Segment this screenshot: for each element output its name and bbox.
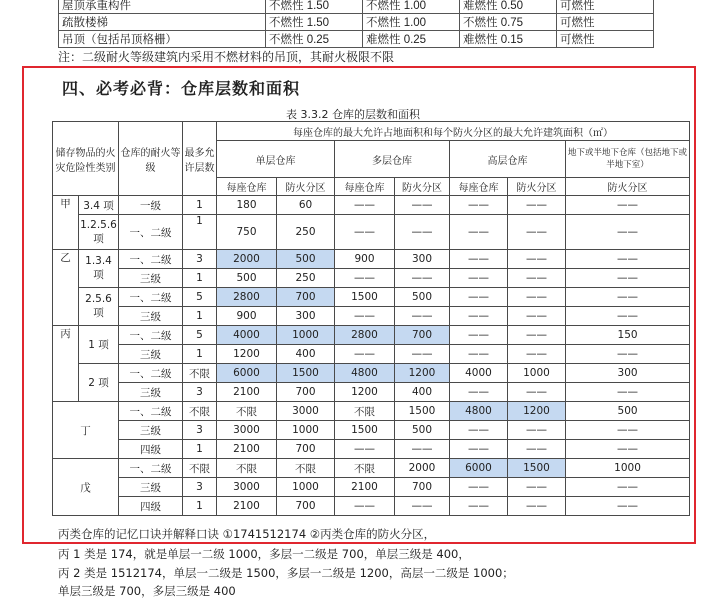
table-cell: —— [450, 269, 508, 288]
table-caption: 表 3.3.2 仓库的层数和面积 [286, 108, 420, 121]
table-cell: 三级 [119, 307, 183, 326]
table-row [53, 421, 690, 440]
table-cell: 一、二级 [119, 215, 183, 250]
table-cell: 不限 [183, 402, 217, 421]
table-cell: 150 [566, 326, 690, 345]
table-cell: 3 [183, 478, 217, 497]
table-cell: 三级 [119, 421, 183, 440]
table-cell: 5 [183, 326, 217, 345]
header-fire-zone: 防火分区 [566, 178, 690, 196]
table-cell: 2000 [217, 250, 277, 269]
table-cell: —— [508, 196, 566, 215]
header-floors: 最多允许层数 [183, 122, 217, 196]
table-cell: 可燃性 [557, 31, 654, 48]
header-fire-zone: 防火分区 [395, 178, 450, 196]
table-cell: 1 [183, 215, 217, 250]
table-cell: 不燃性 1.50 [266, 14, 363, 31]
table-cell: 2100 [217, 383, 277, 402]
table-cell: —— [450, 307, 508, 326]
table-cell: 1 [183, 196, 217, 215]
table-cell: —— [395, 196, 450, 215]
table-cell: 300 [277, 307, 335, 326]
table-cell: 一级 [119, 196, 183, 215]
table-note: 注：二级耐火等级建筑内采用不燃材料的吊顶，其耐火极限不限 [58, 50, 395, 64]
table-cell: 400 [277, 345, 335, 364]
table-cell: —— [395, 440, 450, 459]
table-row [53, 250, 690, 269]
table-cell: 1 [183, 440, 217, 459]
category-ding: 丁 [53, 402, 119, 459]
table-cell: 500 [566, 402, 690, 421]
table-cell: —— [450, 421, 508, 440]
header-hazard: 储存物品的火灾危险性类别 [53, 122, 119, 196]
table-cell: 300 [566, 364, 690, 383]
table-cell: 700 [277, 383, 335, 402]
table-cell: 一、二级 [119, 459, 183, 478]
table-cell: —— [566, 250, 690, 269]
table-cell: —— [508, 497, 566, 516]
table-row [53, 383, 690, 402]
table-cell: 不限 [217, 459, 277, 478]
table-row [53, 326, 690, 345]
table-cell: 不燃性 0.25 [266, 31, 363, 48]
table-cell: 1200 [217, 345, 277, 364]
table-cell: 1 [183, 269, 217, 288]
table-cell: —— [508, 250, 566, 269]
table-cell: 3000 [217, 421, 277, 440]
table-cell: 500 [277, 250, 335, 269]
header-multi: 多层仓库 [335, 141, 450, 178]
table-row [53, 215, 690, 250]
table-cell: 1000 [566, 459, 690, 478]
table-cell: 2000 [395, 459, 450, 478]
table-cell: 700 [277, 288, 335, 307]
table-cell: —— [335, 269, 395, 288]
table-cell: —— [566, 383, 690, 402]
table-cell: 3 [183, 421, 217, 440]
table-cell: 1000 [277, 421, 335, 440]
table-cell: 500 [217, 269, 277, 288]
table-cell: —— [335, 440, 395, 459]
table-cell: —— [508, 288, 566, 307]
table-cell: 700 [395, 326, 450, 345]
table-cell: 一、二级 [119, 288, 183, 307]
table-cell: —— [335, 196, 395, 215]
table-row [53, 345, 690, 364]
memo-line-2: 丙 1 类是 174，就是单层一二级 1000，多层一二级是 700，单层三级是 400， [58, 547, 470, 561]
table-cell: 1500 [335, 421, 395, 440]
table-cell: —— [450, 196, 508, 215]
table-cell: 180 [217, 196, 277, 215]
table-cell: 1500 [335, 288, 395, 307]
table-cell: —— [450, 326, 508, 345]
table-cell: —— [508, 215, 566, 250]
memo-line-1: 丙类仓库的记忆口诀并解释口诀 ①1741512174 ②丙类仓库的防火分区， [58, 527, 436, 541]
table-cell: —— [508, 478, 566, 497]
table-cell: 4000 [450, 364, 508, 383]
header-per-building: 每座仓库 [217, 178, 277, 196]
category-bing: 丙 [53, 326, 79, 402]
table-cell: —— [335, 307, 395, 326]
table-cell: —— [566, 307, 690, 326]
table-cell: 5 [183, 288, 217, 307]
table-cell: 1 项 [79, 326, 119, 364]
table-cell: 2100 [217, 440, 277, 459]
table-cell: 吊顶（包括吊顶格栅） [59, 31, 266, 48]
table-cell: —— [450, 440, 508, 459]
table-cell: 700 [277, 497, 335, 516]
table-cell: 1 [183, 497, 217, 516]
table-cell: 不限 [217, 402, 277, 421]
table-cell: 不限 [335, 402, 395, 421]
table-row [59, 0, 654, 14]
table-cell: —— [395, 215, 450, 250]
table-cell: 2100 [217, 497, 277, 516]
header-per-building: 每座仓库 [450, 178, 508, 196]
table-cell: 2800 [217, 288, 277, 307]
table-row [53, 122, 690, 141]
table-cell: 可燃性 [557, 0, 654, 14]
table-cell: 1 [183, 345, 217, 364]
table-cell: —— [450, 383, 508, 402]
table-cell: 4800 [450, 402, 508, 421]
table-row [59, 14, 654, 31]
table-cell: —— [566, 215, 690, 250]
table-cell: —— [566, 288, 690, 307]
table-cell: 1200 [508, 402, 566, 421]
table-cell: 一、二级 [119, 326, 183, 345]
header-underground: 地下或半地下仓库（包括地下或半地下室） [566, 141, 690, 178]
warehouse-area-table [52, 121, 690, 516]
table-cell: —— [450, 288, 508, 307]
table-row [53, 440, 690, 459]
table-cell: —— [395, 307, 450, 326]
table-cell: 6000 [450, 459, 508, 478]
table-cell: —— [508, 326, 566, 345]
table-cell: 1200 [395, 364, 450, 383]
category-wu: 戊 [53, 459, 119, 516]
table-cell: 屋顶承重构件 [59, 0, 266, 14]
table-cell: 3 [183, 250, 217, 269]
fire-resistance-table-fragment [58, 0, 654, 48]
table-cell: 不限 [183, 459, 217, 478]
table-cell: —— [566, 478, 690, 497]
table-row [53, 364, 690, 383]
table-cell: 不燃性 1.00 [363, 0, 460, 14]
table-cell: —— [508, 345, 566, 364]
table-row [53, 459, 690, 478]
table-cell: 不燃性 1.00 [363, 14, 460, 31]
table-cell: 750 [217, 215, 277, 250]
table-row [53, 402, 690, 421]
table-cell: 400 [395, 383, 450, 402]
table-cell: 2.5.6 项 [79, 288, 119, 326]
table-cell: —— [566, 345, 690, 364]
table-cell: —— [395, 269, 450, 288]
table-cell: 500 [395, 288, 450, 307]
memo-line-3: 丙 2 类是 1512174，单层一二级是 1500，多层一二级是 1200，高层一二级是 1000； [58, 566, 514, 580]
table-cell: 3000 [217, 478, 277, 497]
table-cell: 1500 [277, 364, 335, 383]
header-max-area: 每座仓库的最大允许占地面积和每个防火分区的最大允许建筑面积（㎡） [217, 122, 690, 141]
table-cell: —— [450, 250, 508, 269]
table-cell: 三级 [119, 478, 183, 497]
table-cell: 3.4 项 [79, 196, 119, 215]
table-cell: —— [335, 345, 395, 364]
table-cell: 可燃性 [557, 14, 654, 31]
table-cell: 250 [277, 215, 335, 250]
header-single: 单层仓库 [217, 141, 335, 178]
table-cell: —— [508, 440, 566, 459]
table-cell: 疏散楼梯 [59, 14, 266, 31]
header-fire-zone: 防火分区 [508, 178, 566, 196]
table-cell: 1000 [508, 364, 566, 383]
table-cell: —— [508, 307, 566, 326]
table-cell: —— [450, 478, 508, 497]
table-row [53, 478, 690, 497]
table-cell: 60 [277, 196, 335, 215]
table-cell: —— [566, 421, 690, 440]
table-cell: —— [566, 440, 690, 459]
table-cell: —— [566, 196, 690, 215]
table-cell: 1.2.5.6 项 [79, 215, 119, 250]
table-cell: —— [450, 345, 508, 364]
table-cell: 1000 [277, 478, 335, 497]
table-cell: 3 [183, 383, 217, 402]
section-title: 四、必考必背：仓库层数和面积 [62, 79, 301, 98]
table-cell: 300 [395, 250, 450, 269]
table-cell: 三级 [119, 345, 183, 364]
table-cell: —— [566, 497, 690, 516]
table-row [53, 307, 690, 326]
table-row [53, 288, 690, 307]
table-cell: 三级 [119, 269, 183, 288]
table-cell: 700 [395, 478, 450, 497]
table-cell: 不限 [277, 459, 335, 478]
table-cell: 1000 [277, 326, 335, 345]
category-jia: 甲 [53, 196, 79, 250]
table-cell: 难燃性 0.50 [460, 0, 557, 14]
table-row [53, 196, 690, 215]
table-cell: 250 [277, 269, 335, 288]
table-cell: 不限 [183, 364, 217, 383]
table-cell: 900 [335, 250, 395, 269]
table-cell: 四级 [119, 440, 183, 459]
table-row [53, 497, 690, 516]
table-row [59, 31, 654, 48]
table-cell: 2 项 [79, 364, 119, 402]
category-yi: 乙 [53, 250, 79, 326]
table-cell: 1500 [508, 459, 566, 478]
table-cell: —— [450, 497, 508, 516]
table-cell: 三级 [119, 383, 183, 402]
table-cell: 2800 [335, 326, 395, 345]
header-high: 高层仓库 [450, 141, 566, 178]
table-cell: —— [508, 269, 566, 288]
header-grade: 仓库的耐火等级 [119, 122, 183, 196]
table-cell: 1200 [335, 383, 395, 402]
table-cell: 四级 [119, 497, 183, 516]
table-cell: —— [508, 421, 566, 440]
table-cell: 1500 [395, 402, 450, 421]
table-cell: 900 [217, 307, 277, 326]
memo-line-4: 单层三级是 700，多层三级是 400 [58, 584, 236, 598]
table-cell: 700 [277, 440, 335, 459]
table-cell: 4000 [217, 326, 277, 345]
table-row [53, 269, 690, 288]
table-cell: —— [335, 497, 395, 516]
table-cell: —— [566, 269, 690, 288]
table-cell: 一、二级 [119, 250, 183, 269]
table-cell: 不限 [335, 459, 395, 478]
table-cell: 难燃性 0.15 [460, 31, 557, 48]
header-per-building: 每座仓库 [335, 178, 395, 196]
table-cell: 难燃性 0.25 [363, 31, 460, 48]
table-cell: 6000 [217, 364, 277, 383]
table-cell: 3000 [277, 402, 335, 421]
table-cell: 不燃性 1.50 [266, 0, 363, 14]
table-cell: 1.3.4 项 [79, 250, 119, 288]
table-cell: —— [395, 497, 450, 516]
table-cell: —— [395, 345, 450, 364]
table-cell: 一、二级 [119, 364, 183, 383]
header-fire-zone: 防火分区 [277, 178, 335, 196]
table-cell: 500 [395, 421, 450, 440]
table-cell: 一、二级 [119, 402, 183, 421]
table-cell: 4800 [335, 364, 395, 383]
table-cell: —— [450, 215, 508, 250]
table-cell: 1 [183, 307, 217, 326]
table-cell: —— [335, 215, 395, 250]
table-cell: —— [508, 383, 566, 402]
table-cell: 2100 [335, 478, 395, 497]
table-cell: 不燃性 0.75 [460, 14, 557, 31]
